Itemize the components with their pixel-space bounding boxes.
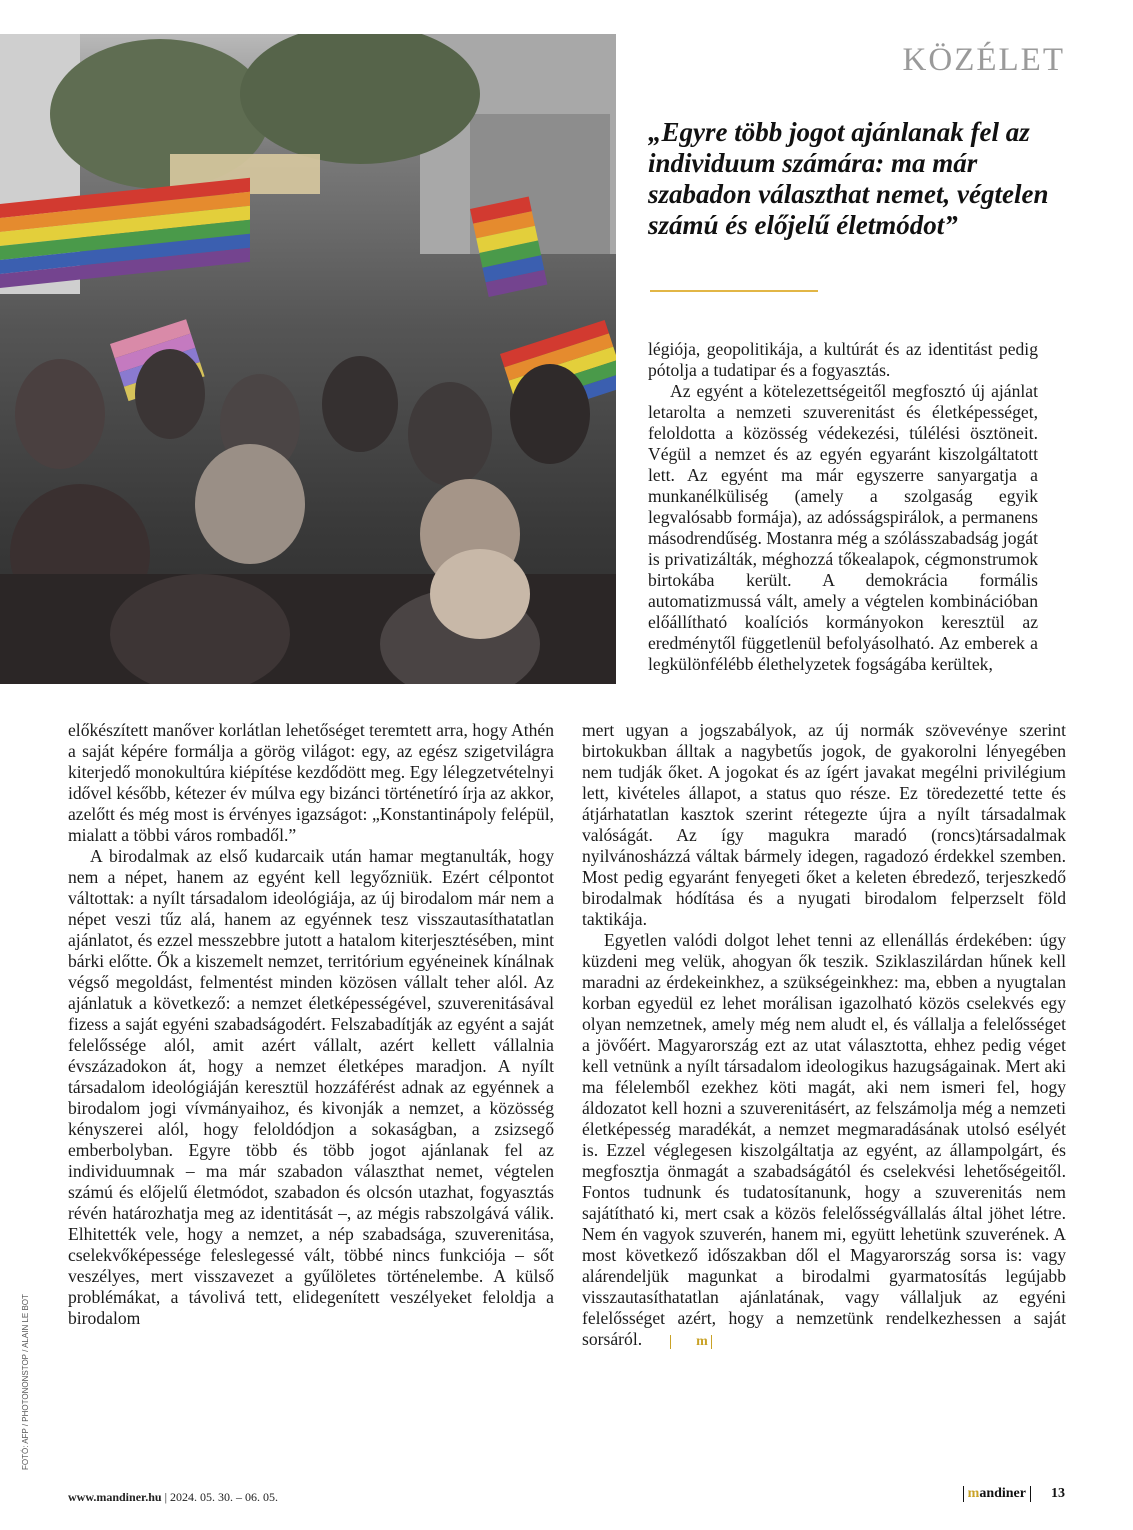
paragraph: előkészített manőver korlátlan lehetőséget teremtett arra, hogy Athén a saját képére formálja a görög világot: egy, az egész szigetvilágra kiterjedő monokultúra kiépítése kezdődött meg. Egy lélegzetvételnyi idővel később, kétezer év múlva egy bizánci történetíró írja az akkor, azelőtt és még most is érvényes igazságot: „Konstantinápoly felépül, mialatt a többi város rombadől.” <box>68 720 554 845</box>
paragraph: légiója, geopolitikája, a kultúrát és az identitást pedig pótolja a tudatipar és a fogyasztás. <box>648 339 1038 380</box>
pull-quote: „Egyre több jogot ajánlanak fel az individuum számára: ma már szabadon választhat nemet, végtelen számú és előjelű életmódot” <box>648 117 1049 240</box>
article-photo <box>0 34 616 684</box>
pull-quote-rule <box>650 290 818 292</box>
article-column-right-top <box>648 339 1038 675</box>
photo-credit <box>19 1250 33 1470</box>
footer-left <box>68 1490 278 1505</box>
article-column-left <box>68 720 554 1329</box>
page-number: 13 <box>1051 1486 1065 1501</box>
paragraph: mert ugyan a jogszabályok, az új normák szövevénye szerint birtokukban álltak a nagybetűs jogok, de gyakorolni lényegében nem tudják őket. A jogokat és az ígért javakat megélni privilégium lett, kivételes állapot, a status quo része. Ez töredezetté tette és átjárhatatlan kasztok szerint rétegezte újra a nyílt társadalmak valóságát. Az így magukra maradó (roncs)társadalmak nyilvánosházzá váltak bármely idegen, ragadozó érdekkel szemben. Most pedig egyaránt fenyegeti őket a keleten ébredező, terjeszkedő birodalmak hódítása és a nyugati birodalom felperzselt föld taktikája. <box>582 720 1066 929</box>
footer-separator: | <box>164 1490 167 1504</box>
brand-logo-m: m <box>967 1486 980 1501</box>
footer-date: 2024. 05. 30. – 06. 05. <box>170 1490 278 1504</box>
crowd <box>0 349 616 684</box>
section-label: KÖZÉLET <box>902 42 1065 78</box>
brand-logo <box>963 1486 1031 1502</box>
end-mark-icon: m <box>670 1335 712 1349</box>
footer-site: www.mandiner.hu <box>68 1490 162 1504</box>
footer-right <box>963 1486 1065 1502</box>
pride-march-photo <box>0 34 616 684</box>
brand-logo-text: andiner <box>979 1486 1026 1501</box>
paragraph <box>582 930 1066 1350</box>
paragraph-text: Egyetlen valódi dolgot lehet tenni az ellenállás érdekében: úgy küzdeni meg velük, ahogyan ők teszik. Sziklaszilárdan hűnek kell maradni az érdekeinkhez, a szükségeinkhez: ma, ebben a nyugtalan korban egyedül ez lehet morálisan igazolható közös cselekvés egy olyan nemzetnek, amely még nem aludt el, és vállalja a felelősséget a jövőért. Magyarország ezt az utat választotta, ehhez pedig véget kell vetnünk a nyílt társadalom ideologikus hazugságainak. Mert aki ma félelemből ezekhez köti magát, aki nem ismeri fel, hogy áldozatot kell hozni a szuverenitásért, az felszámolja még a nemzeti életképesség maradékát, a nemzet megmaradásának utolsó esélyét is. Ezzel véglegesen kiszolgáltatja az egyént, az állampolgárt, és megfosztja önmagát a szabadságától és cselekvési lehetőségeitől. Fontos tudnunk és tudatosítanunk, hogy a szuverenitás nem sajátítható ki, mert csak a közös felelősségvállalás által jöhet létre. Nem én vagyok szuverén, hanem mi, együtt lehetünk szuverének. A most következő időszakban dől el Magyarország sorsa is: vagy alárendeljük magunkat a birodalmi gyarmatosítás legújabb visszautasíthatatlan ajánlatának, vagy vállaljuk az egyéni felelősséget azért, hogy a nemzetünk rendelkezhessen a saját sorsáról. <box>582 930 1066 1349</box>
photo-credit-text: FOTÓ: AFP / PHOTONONSTOP / ALAIN LE BOT <box>21 1294 30 1470</box>
paragraph: A birodalmak az első kudarcaik után hamar megtanulták, hogy nem a népet, hanem az egyént kell legyőzniük. Ezért célpontot váltottak: a nyílt társadalom ideológiája, az új birodalom már nem a népet veszi tűz alá, hanem az egyénnek tesz visszautasíthatatlan ajánlatot, és ezzel messzebbre jutott a hatalom kiterjesztésében, mint bárki előtte. Ők a kiszemelt nemzet, territórium egyéneinek kínálnak végső megoldást, felmentést minden közösen vállalt teher alól. Az ajánlatuk a következő: a nemzet életképességével, szuverenitásával fizess a saját egyéni szabadságodért. Felszabadítják az egyént a saját felelőssége alól, amit azért vállalt, azért kellett vállalnia évszázadokon át, hogy a nemzet életképes maradjon. A nyílt társadalom ideológiáján keresztül hozzáférést adnak az egyénnek a birodalom jogi vívmányaihoz, és kivonják a nemzet, a közösség kényszerei alól, hogy feloldódjon a sokaságban, a zsizsegő emberbolyban. Egyre több és több jogot ajánlanak fel az individuumnak – ma már szabadon választhat nemet, végtelen számú és előjelű életmódot, szabadon és olcsón utazhat, fogyasztás révén határozhatja meg az identitását –, az mégis rabszolgává válik. Elhitették vele, hogy a nemzet, a nép szabadsága, szuverenitása, cselekvőképessége feleslegessé vált, többé nincs funkciója – sőt veszélyes, mert visszavezet a gyűlöletes történelembe. A külső problémákat, a távolivá tett, elidegenített veszélyeket feloldja a birodalom <box>68 846 554 1328</box>
paragraph: Az egyént a kötelezettségeitől megfosztó új ajánlat letarolta a nemzeti szuverenitást és életképességet, feloldotta a közösség védekezési, túlélési ösztöneit. Végül a nemzet és az egyén egyaránt kiszolgáltatott lett. Az egyént ma már egyszerre sanyargatja a munkanélküliség (amely a szolgaság egyik legvalósabb formája), az adósságspirálok, a permanens másodrendűség. Mostanra még a szólásszabadság jogát is privatizálták, méghozzá tőkealapok, cégmonstrumok birtokába került. A demokrácia formális automatizmussá vált, amely a végtelen kombinációban előállítható koalíciós kormányokon keresztül az eredménytől függetlenül befolyásolható. Az emberek a legkülönfélébb élethelyzetek fogságába kerültek, <box>648 381 1038 674</box>
article-column-right-bottom <box>582 720 1066 1350</box>
